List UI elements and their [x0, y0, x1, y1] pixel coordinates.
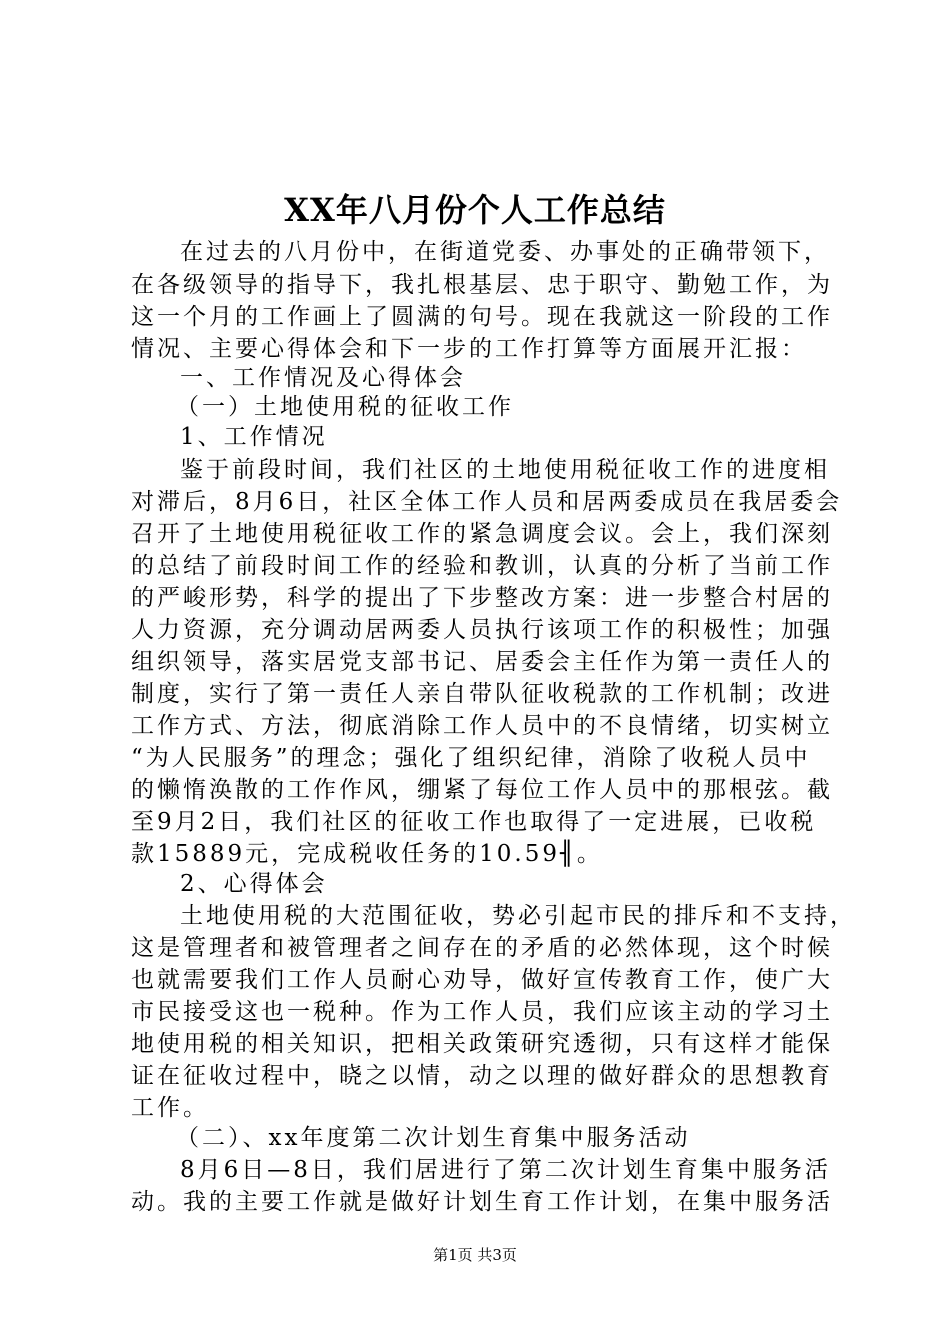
document-title: XX年八月份个人工作总结: [284, 191, 666, 229]
subsection-heading: （一）土地使用税的征收工作: [176, 394, 514, 420]
paragraph-line: 也就需要我们工作人员耐心劝导，做好宣传教育工作，使广大: [131, 967, 833, 993]
paragraph-line: 的懒惰涣散的工作作风，绷紧了每位工作人员中的那根弦。截: [131, 777, 833, 803]
paragraph-line: 在过去的八月份中，在街道党委、办事处的正确带领下，: [180, 239, 830, 265]
paragraph-line: 召开了土地使用税征收工作的紧急调度会议。会上，我们深刻: [131, 521, 833, 547]
paragraph-line: 人力资源，充分调动居两委人员执行该项工作的积极性；加强: [131, 617, 833, 643]
paragraph-line: 组织领导，落实居党支部书记、居委会主任作为第一责任人的: [131, 649, 833, 675]
paragraph-line: 制度，实行了第一责任人亲自带队征收税款的工作机制；改进: [131, 681, 833, 707]
paragraph-line: 工作。: [131, 1095, 209, 1121]
paragraph-line: 至9月2日，我们社区的征收工作也取得了一定进展，已收税: [131, 809, 817, 835]
paragraph-line: 8月6日—8日，我们居进行了第二次计划生育集中服务活: [180, 1157, 831, 1183]
paragraph-line: 这一个月的工作画上了圆满的句号。现在我就这一阶段的工作: [131, 304, 833, 330]
page-footer: 第1页 共3页: [433, 1246, 517, 1264]
paragraph-line: 的总结了前段时间工作的经验和教训，认真的分析了当前工作: [131, 553, 833, 579]
paragraph-line: 土地使用税的大范围征收，势必引起市民的排斥和不支持，: [180, 903, 856, 929]
paragraph-line: 款15889元，完成税收任务的10.59╢。: [131, 841, 603, 867]
paragraph-line: 证在征收过程中，晓之以情，动之以理的做好群众的思想教育: [131, 1063, 833, 1089]
paragraph-line: 的严峻形势，科学的提出了下步整改方案：进一步整合村居的: [131, 585, 833, 611]
section-heading: 一、工作情况及心得体会: [180, 365, 466, 391]
item-heading: 1、工作情况: [180, 424, 328, 450]
paragraph-line: 这是管理者和被管理者之间存在的矛盾的必然体现，这个时候: [131, 935, 833, 961]
paragraph-line: 鉴于前段时间，我们社区的土地使用税征收工作的进度相: [180, 457, 830, 483]
paragraph-line: 对滞后，8月6日，社区全体工作人员和居两委成员在我居委会: [131, 489, 843, 515]
paragraph-line: “为人民服务”的理念；强化了组织纪律，消除了收税人员中: [131, 745, 811, 771]
paragraph-line: 动。我的主要工作就是做好计划生育工作计划，在集中服务活: [131, 1189, 833, 1215]
paragraph-line: 工作方式、方法，彻底消除工作人员中的不良情绪，切实树立: [131, 713, 833, 739]
paragraph-line: 在各级领导的指导下，我扎根基层、忠于职守、勤勉工作，为: [131, 272, 833, 298]
paragraph-line: 情况、主要心得体会和下一步的工作打算等方面展开汇报：: [131, 336, 807, 362]
paragraph-line: 地使用税的相关知识，把相关政策研究透彻，只有这样才能保: [131, 1031, 833, 1057]
paragraph-line: 市民接受这也一税种。作为工作人员，我们应该主动的学习土: [131, 999, 833, 1025]
subsection-heading: （二）、xx年度第二次计划生育集中服务活动: [176, 1125, 691, 1151]
item-heading: 2、心得体会: [180, 871, 328, 897]
